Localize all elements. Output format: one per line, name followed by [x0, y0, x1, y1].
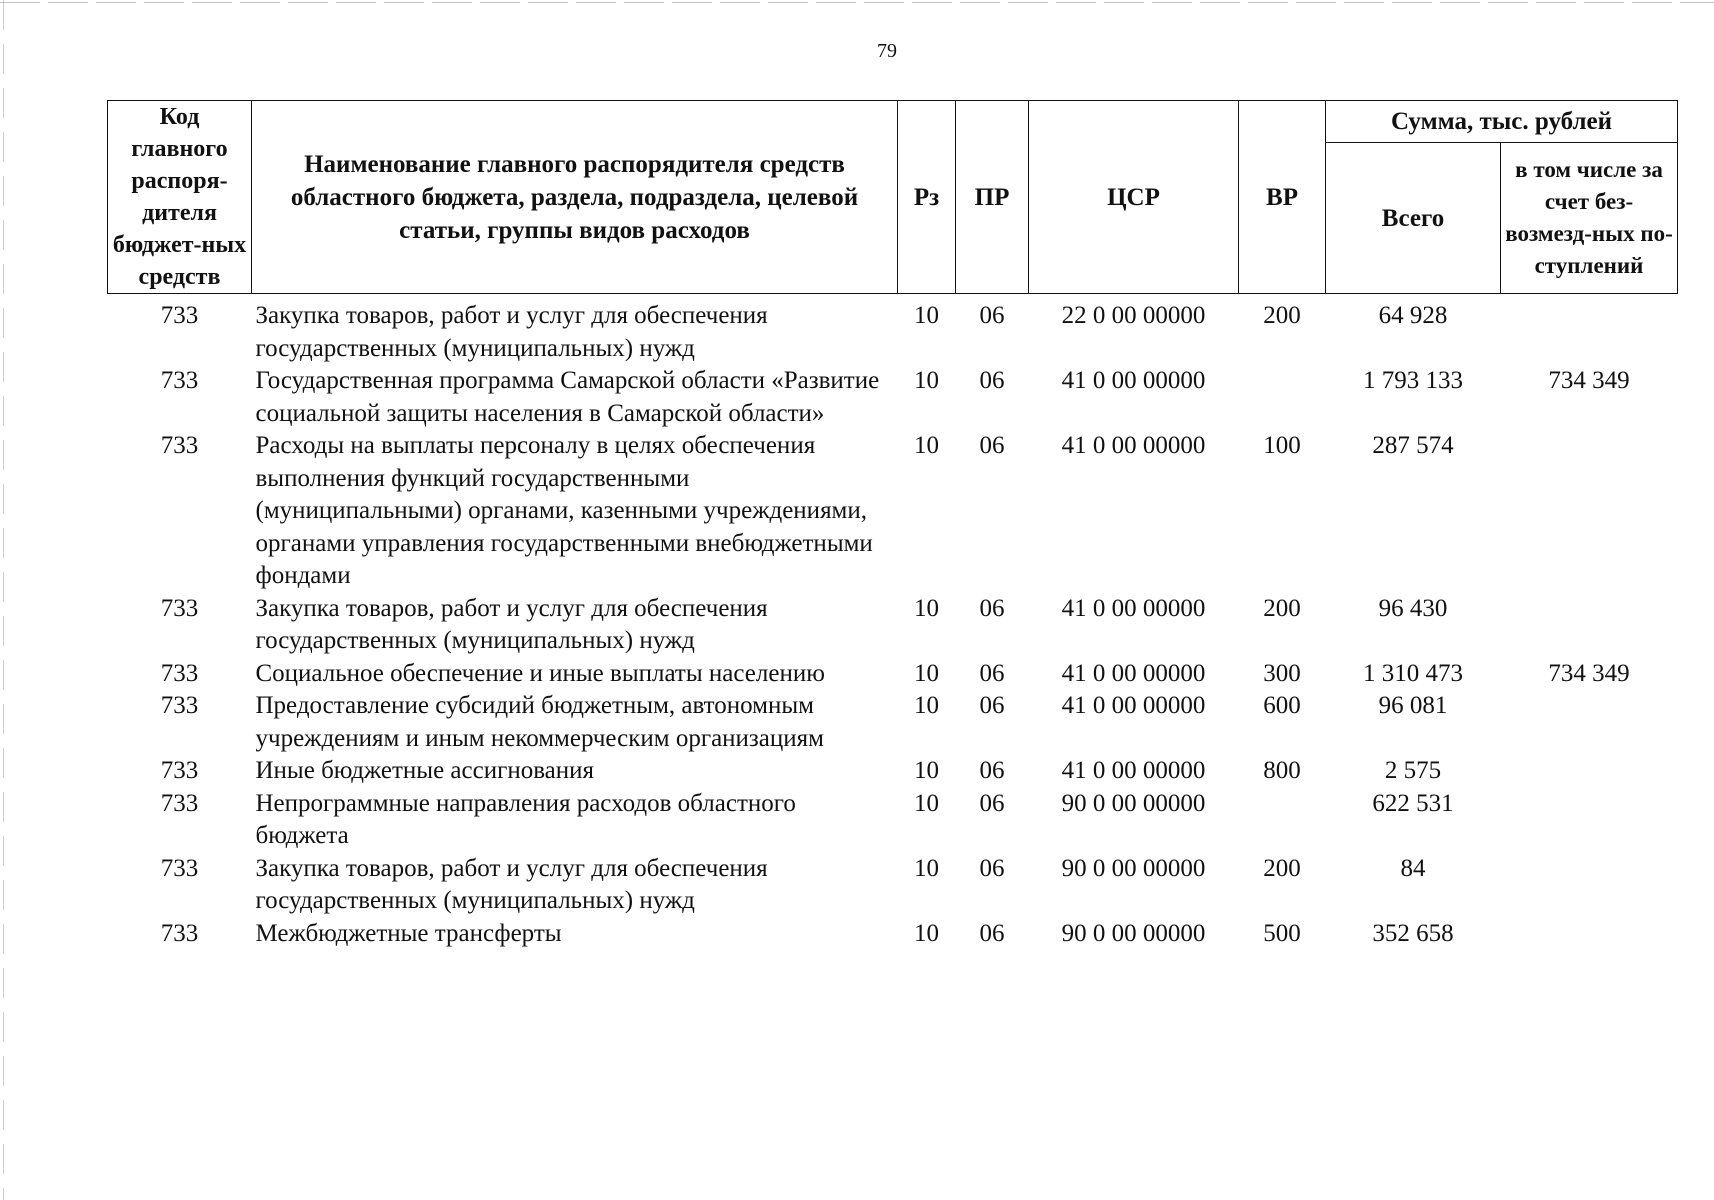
header-pr: ПР [956, 101, 1029, 294]
table-row [108, 853, 1678, 918]
cell-total: 96 081 [1378, 692, 1448, 719]
table-row [108, 658, 1678, 691]
cell-free [1501, 690, 1678, 755]
cell-free [1501, 755, 1678, 788]
cell-rz: 10 [914, 757, 939, 784]
cell-vr [1239, 788, 1326, 853]
cell-code: 733 [160, 789, 199, 817]
cell-csr: 41 0 00 00000 [1061, 432, 1206, 459]
cell-total: 2 575 [1384, 757, 1442, 784]
cell-name: Непрограммные направления расходов областного бюджета [255, 789, 796, 849]
scan-artifact-left [3, 0, 4, 1200]
table-row [108, 593, 1678, 658]
cell-name: Социальное обеспечение и иные выплаты населению [255, 659, 825, 687]
cell-name: Межбюджетные трансферты [255, 919, 562, 947]
cell-free [1501, 430, 1678, 593]
cell-pr: 06 [979, 919, 1005, 947]
cell-name: Расходы на выплаты персоналу в целях обеспечения выполнения функций государственными (муниципальными) органами, казенными учреждениями, органами управления государственными внебюджетными фондами [255, 432, 873, 589]
header-code: Код главного распоря-дителя бюджет-ных средств [108, 101, 252, 294]
cell-rz: 10 [914, 854, 939, 882]
cell-csr: 90 0 00 00000 [1061, 854, 1206, 882]
cell-rz: 10 [914, 659, 939, 687]
cell-total: 1 793 133 [1363, 367, 1463, 394]
page-number: 79 [877, 40, 897, 62]
cell-free: 734 349 [1548, 367, 1630, 394]
cell-free [1501, 853, 1678, 918]
cell-code: 733 [160, 757, 199, 784]
cell-code: 733 [160, 854, 199, 882]
cell-name: Закупка товаров, работ и услуг для обеспечения государственных (муниципальных) нужд [255, 854, 768, 914]
cell-code: 733 [160, 659, 199, 687]
cell-pr: 06 [979, 757, 1005, 784]
cell-vr [1239, 365, 1326, 430]
table-row [108, 788, 1678, 853]
cell-csr: 41 0 00 00000 [1061, 692, 1206, 719]
cell-vr: 200 [1263, 302, 1301, 329]
cell-code: 733 [160, 367, 199, 394]
cell-name: Закупка товаров, работ и услуг для обеспечения государственных (муниципальных) нужд [255, 594, 768, 654]
header-rz: Рз [898, 101, 956, 294]
cell-pr: 06 [979, 692, 1005, 719]
cell-code: 733 [160, 594, 199, 622]
header-name: Наименование главного распорядителя средств областного бюджета, раздела, подраздела, целевой статьи, группы видов расходов [252, 101, 898, 294]
scan-artifact-top [0, 2, 1714, 3]
cell-csr: 90 0 00 00000 [1061, 789, 1206, 817]
cell-rz: 10 [914, 919, 939, 947]
cell-free [1501, 593, 1678, 658]
cell-rz: 10 [914, 594, 939, 622]
table-row [108, 918, 1678, 951]
cell-code: 733 [160, 302, 199, 329]
cell-name: Предоставление субсидий бюджетным, автономным учреждениям и иным некоммерческим организациям [255, 692, 824, 752]
cell-csr: 41 0 00 00000 [1061, 367, 1206, 394]
cell-code: 733 [160, 919, 199, 947]
header-vr: ВР [1239, 101, 1326, 294]
table-row [108, 755, 1678, 788]
cell-csr: 90 0 00 00000 [1061, 919, 1206, 947]
cell-csr: 41 0 00 00000 [1061, 757, 1206, 784]
cell-total: 1 310 473 [1363, 659, 1463, 687]
cell-vr: 100 [1263, 432, 1301, 459]
cell-total: 352 658 [1372, 919, 1454, 947]
cell-rz: 10 [914, 432, 939, 459]
table-header [108, 101, 1678, 294]
cell-total: 622 531 [1372, 789, 1454, 817]
cell-vr: 600 [1263, 692, 1301, 719]
cell-csr: 22 0 00 00000 [1061, 302, 1206, 329]
header-total: Всего [1326, 143, 1501, 294]
header-sum: Сумма, тыс. рублей [1326, 101, 1678, 143]
cell-csr: 41 0 00 00000 [1061, 659, 1206, 687]
cell-name: Закупка товаров, работ и услуг для обеспечения государственных (муниципальных) нужд [255, 302, 768, 362]
cell-pr: 06 [979, 854, 1005, 882]
cell-pr: 06 [979, 789, 1005, 817]
cell-total: 64 928 [1378, 302, 1448, 329]
cell-vr: 200 [1263, 854, 1301, 882]
cell-pr: 06 [979, 659, 1005, 687]
cell-vr: 200 [1263, 594, 1301, 622]
header-free: в том числе за счет без-возмезд-ных по-ступлений [1501, 143, 1678, 294]
table-row [108, 690, 1678, 755]
cell-free [1501, 788, 1678, 853]
cell-pr: 06 [979, 594, 1005, 622]
cell-vr: 300 [1263, 659, 1301, 687]
cell-csr: 41 0 00 00000 [1061, 594, 1206, 622]
cell-name: Иные бюджетные ассигнования [255, 757, 595, 784]
cell-vr: 800 [1263, 757, 1301, 784]
cell-total: 287 574 [1372, 432, 1454, 459]
cell-code: 733 [160, 692, 199, 719]
cell-free [1501, 918, 1678, 951]
cell-rz: 10 [914, 302, 939, 329]
table-row [108, 430, 1678, 593]
table-body [108, 294, 1678, 951]
budget-table [107, 100, 1678, 950]
cell-total: 84 [1400, 854, 1426, 882]
cell-rz: 10 [914, 789, 939, 817]
cell-vr: 500 [1263, 919, 1301, 947]
table-row [108, 365, 1678, 430]
cell-pr: 06 [979, 302, 1005, 329]
cell-name: Государственная программа Самарской области «Развитие социальной защиты населения в Самарской области» [255, 367, 880, 427]
cell-rz: 10 [914, 692, 939, 719]
cell-rz: 10 [914, 367, 939, 394]
cell-free [1501, 294, 1678, 366]
cell-free: 734 349 [1548, 659, 1630, 687]
cell-code: 733 [160, 432, 199, 459]
table-row [108, 294, 1678, 366]
cell-total: 96 430 [1378, 594, 1448, 622]
cell-pr: 06 [979, 432, 1005, 459]
cell-pr: 06 [979, 367, 1005, 394]
header-csr: ЦСР [1029, 101, 1239, 294]
